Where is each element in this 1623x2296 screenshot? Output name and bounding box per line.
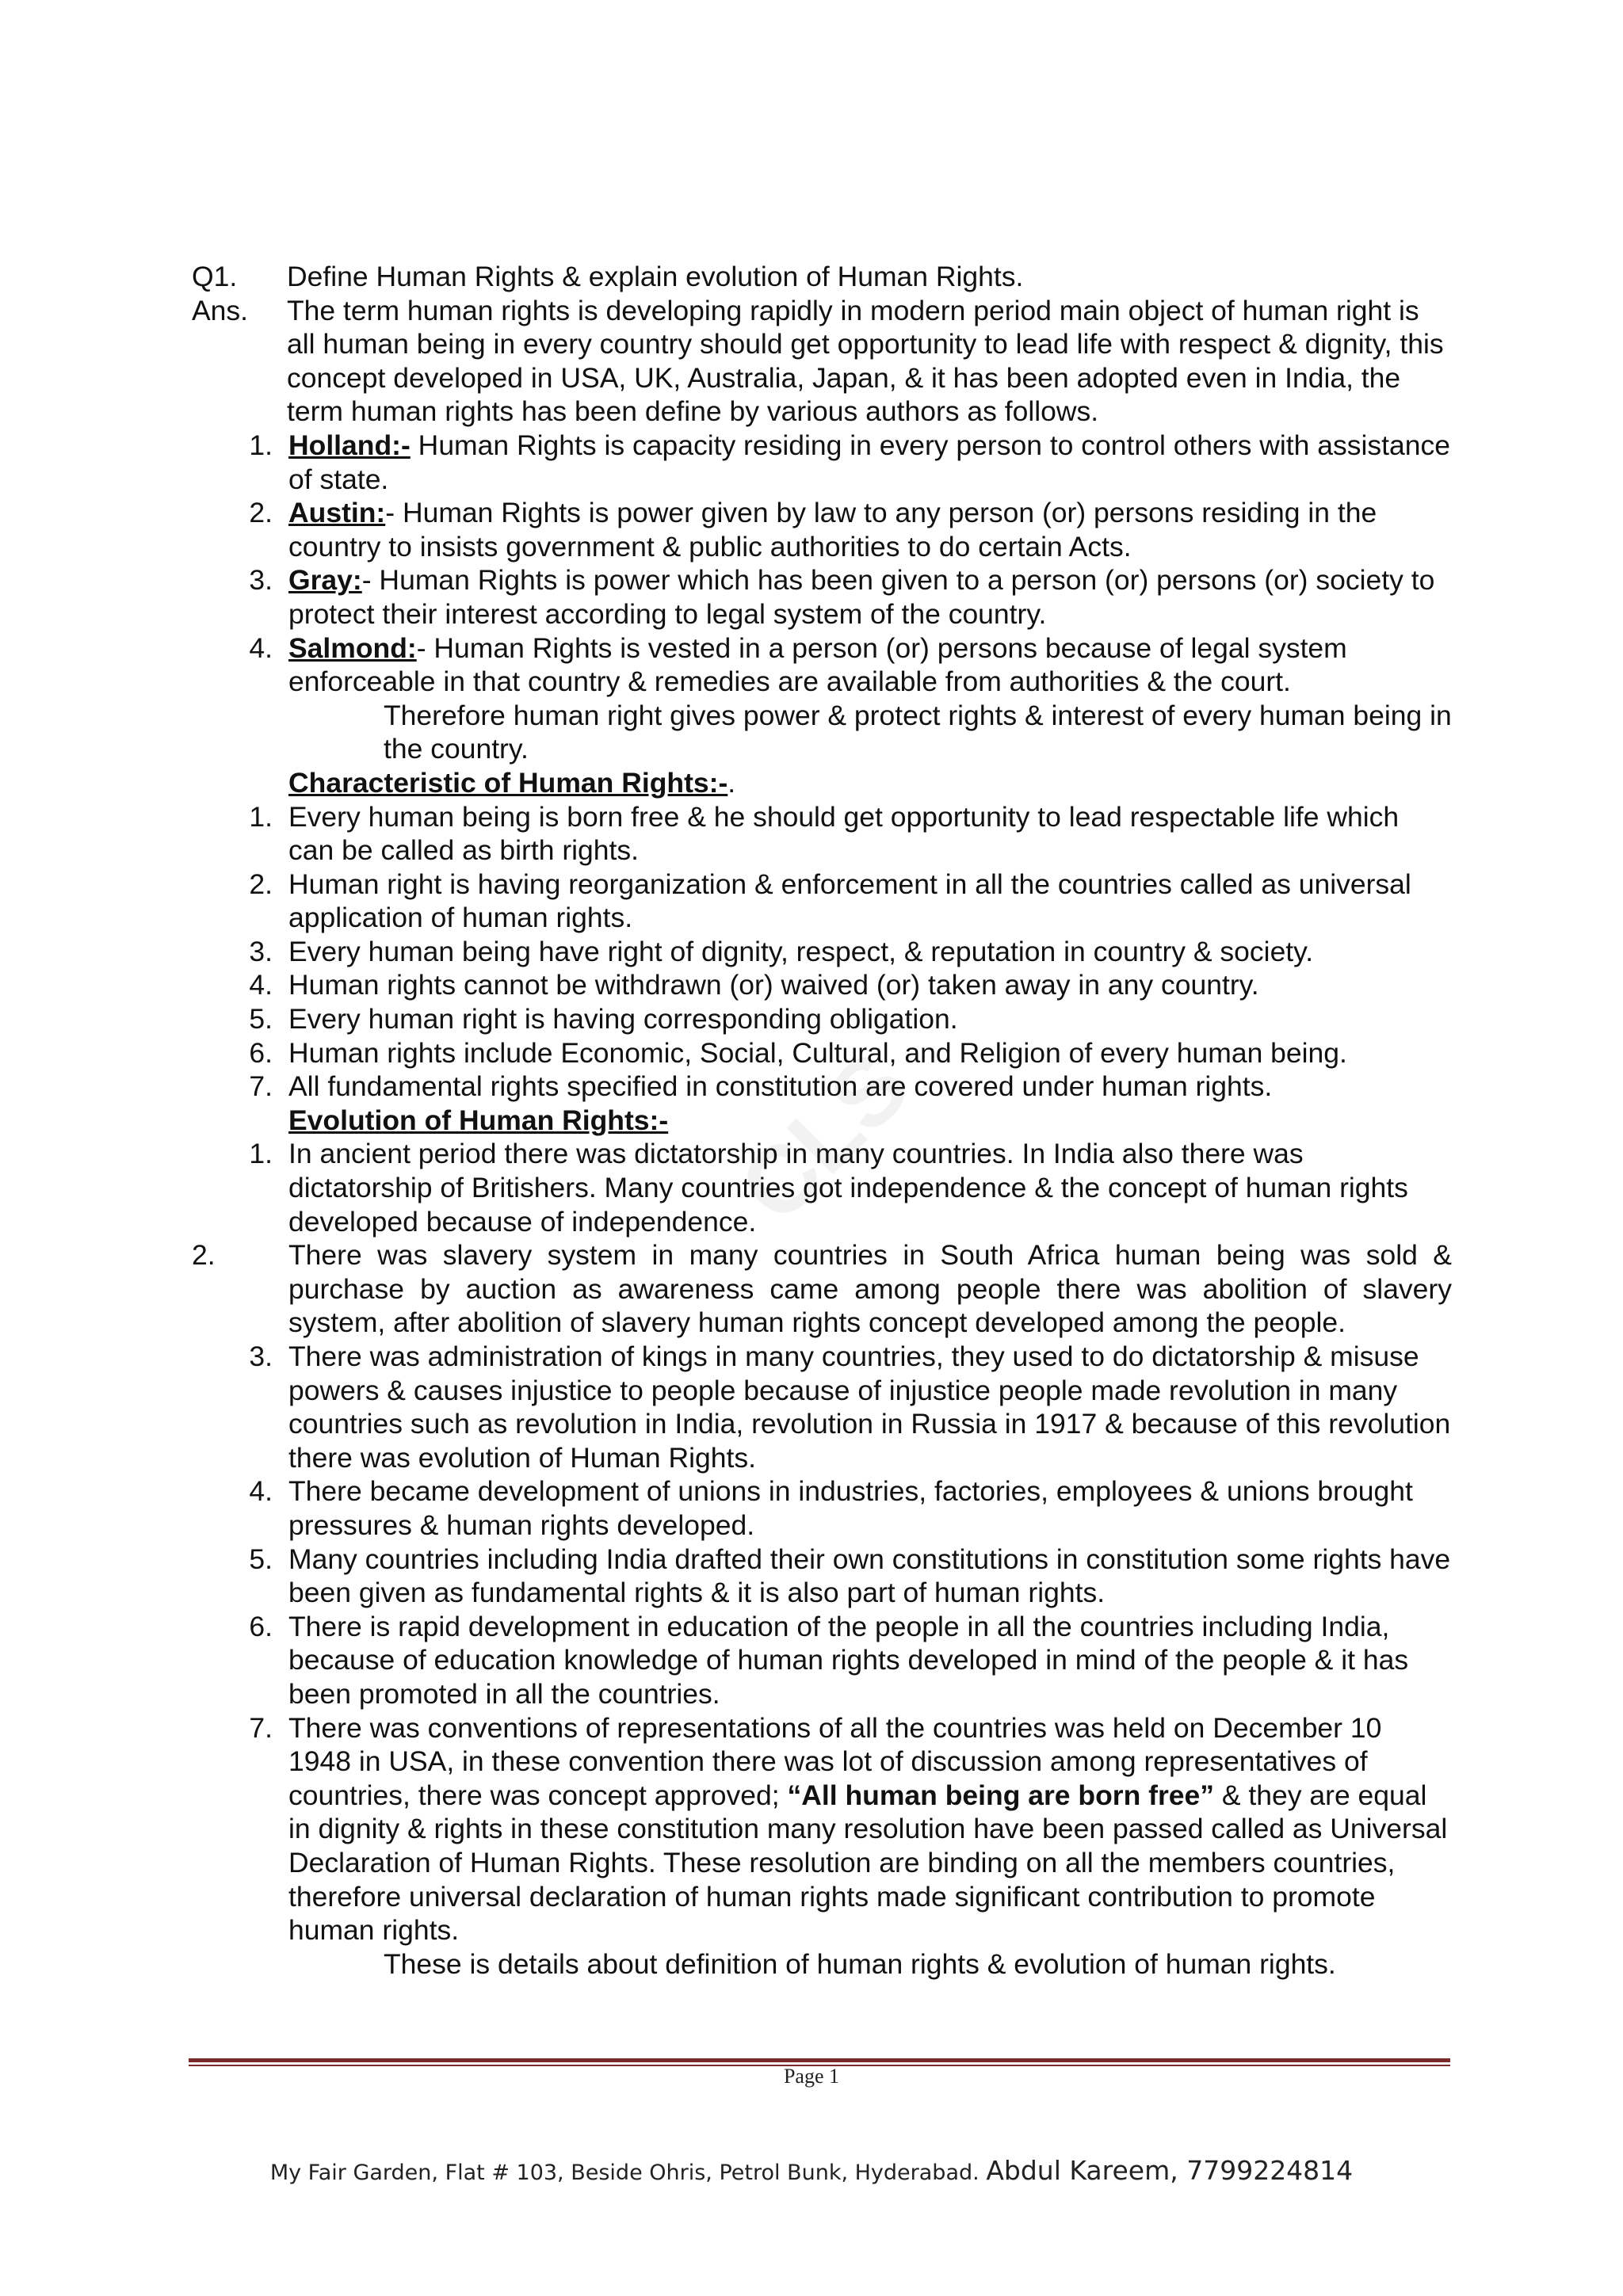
item-number: 2.: [192, 1239, 216, 1272]
evolution-heading-text: Evolution of Human Rights:-: [288, 1104, 669, 1136]
evolution-heading: [192, 1104, 1452, 1138]
characteristic-item: [192, 800, 1452, 868]
evolution-text: There was slavery system in many countries in South Africa human being was sold & purchase by auction as awareness came among people there was abolition of slavery system, after abolition of slavery human rights concept developed among the people.: [288, 1239, 1452, 1339]
question: [192, 260, 1452, 294]
item-number: 5.: [249, 1543, 273, 1575]
item-number: 4.: [249, 1475, 273, 1508]
evolution-item: [192, 1137, 1452, 1238]
evolution-text: In ancient period there was dictatorship in many countries. In India also there was dictatorship of Britishers. Many countries got independence & the concept of human rights developed because of independence.: [288, 1138, 1408, 1238]
characteristic-item: [192, 1036, 1452, 1070]
answer-label: Ans.: [192, 294, 249, 326]
definitions-conclusion: Therefore human right gives power & protect rights & interest of every human being in the country.: [384, 699, 1452, 765]
footer-contact: Abdul Kareem, 7799224814: [986, 2155, 1354, 2186]
evolution-item: [192, 1340, 1452, 1474]
item-number: 1.: [249, 429, 273, 461]
definition-text: - Human Rights is vested in a person (or) persons because of legal system enforceable in that country & remedies are available from authorities & the court.: [288, 631, 1347, 698]
item-number: 2.: [249, 868, 273, 900]
characteristic-text: Every human being have right of dignity, respect, & reputation in country & society.: [288, 935, 1314, 967]
definition-item: [192, 631, 1452, 699]
item-number: 6.: [249, 1610, 273, 1642]
evolution-item: [192, 1711, 1452, 1947]
definition-term: Holland:-: [288, 429, 411, 461]
page-content: [192, 260, 1452, 1981]
characteristics-heading: [192, 766, 1452, 800]
evolution-conclusion: These is details about definition of human rights & evolution of human rights.: [384, 1947, 1336, 1980]
item-number: 3.: [249, 564, 273, 597]
characteristic-item: [192, 935, 1452, 969]
definition-text: - Human Rights is power given by law to any person (or) persons residing in the country to insists government & public authorities to do certain Acts.: [288, 497, 1377, 563]
watermark-logo: CLS: [719, 1032, 930, 1242]
definition-text: - Human Rights is power which has been given to a person (or) persons (or) society to protect their interest according to legal system of the country.: [288, 564, 1435, 630]
page-footer: [0, 2155, 1623, 2189]
characteristic-text: Human rights cannot be withdrawn (or) waived (or) taken away in any country.: [288, 969, 1259, 1001]
evolution-item: [192, 1238, 1452, 1340]
item-number: 1.: [249, 800, 273, 833]
evolution-text: There became development of unions in industries, factories, employees & unions brought pressures & human rights developed.: [288, 1475, 1413, 1541]
evolution-item: [192, 1610, 1452, 1711]
definition-item: [192, 496, 1452, 563]
answer: [192, 294, 1452, 429]
characteristics-heading-text: Characteristic of Human Rights:-: [288, 766, 728, 799]
item-number: 3.: [249, 1341, 273, 1372]
characteristic-text: Every human right is having corresponding obligation.: [288, 1003, 958, 1035]
footer-rule: [189, 2058, 1450, 2062]
item-number: 2.: [249, 497, 273, 529]
definition-text: Human Rights is capacity residing in every person to control others with assistance of state.: [288, 429, 1450, 495]
evolution-text: There is rapid development in education of the people in all the countries including India, because of education knowledge of human rights developed in mind of the people & it has been promoted in all the countries.: [288, 1610, 1409, 1710]
evolution-text: There was conventions of representations of all the countries was held on December 10 1948 in USA, in these convention there was lot of discussion among representatives of countries, there was concept approved;: [288, 1711, 1382, 1811]
definition-term: Gray:: [288, 564, 362, 597]
footer-address: My Fair Garden, Flat # 103, Beside Ohris, Petrol Bunk, Hyderabad.: [269, 2161, 980, 2185]
characteristic-item: [192, 1002, 1452, 1036]
definition-item: [192, 563, 1452, 631]
characteristic-item: [192, 1070, 1452, 1104]
evolution-item: [192, 1543, 1452, 1610]
item-number: 7.: [249, 1070, 273, 1103]
question-text: Define Human Rights & explain evolution of Human Rights.: [287, 261, 1024, 292]
evolution-item: [192, 1474, 1452, 1542]
characteristic-item: [192, 868, 1452, 935]
item-number: 4.: [249, 631, 273, 664]
definition-term: Austin:: [288, 497, 386, 529]
definition-item: [192, 429, 1452, 496]
evolution-text: & they are equal in dignity & rights in these constitution many resolution have been passed called as Universal Declaration of Human Rights. These resolution are binding on all the members countries, therefore universal declaration of human rights made significant contribution to promote human rights.: [288, 1779, 1448, 1947]
item-number: 5.: [249, 1003, 273, 1035]
heading-suffix: .: [727, 766, 736, 799]
item-number: 6.: [249, 1036, 273, 1069]
characteristic-item: [192, 968, 1452, 1002]
item-number: 3.: [249, 935, 273, 967]
definition-term: Salmond:: [288, 631, 417, 664]
quoted-concept: “All human being are born free”: [787, 1779, 1215, 1811]
page-number: Page 1: [783, 2065, 840, 2088]
question-label: Q1.: [192, 261, 238, 292]
answer-text: The term human rights is developing rapidly in modern period main object of human right is all human being in every country should get opportunity to lead life with respect & dignity, this concept developed in USA, UK, Australia, Japan, & it has been adopted even in India, the term human rights has been define by various authors as follows.: [287, 294, 1444, 428]
characteristic-text: All fundamental rights specified in constitution are covered under human rights.: [288, 1070, 1273, 1103]
item-number: 4.: [249, 969, 273, 1001]
item-number: 1.: [249, 1138, 273, 1170]
item-number: 7.: [249, 1711, 273, 1744]
characteristic-text: Human right is having reorganization & enforcement in all the countries called as universal application of human rights.: [288, 868, 1411, 934]
evolution-text: Many countries including India drafted their own constitutions in constitution some rights have been given as fundamental rights & it is also part of human rights.: [288, 1543, 1451, 1609]
characteristic-text: Every human being is born free & he should get opportunity to lead respectable life which can be called as birth rights.: [288, 800, 1400, 867]
evolution-text: There was administration of kings in many countries, they used to do dictatorship & misuse powers & causes injustice to people because of injustice people made revolution in many countries such as revolution in India, revolution in Russia in 1917 & because of this revolution there was evolution of Human Rights.: [288, 1341, 1451, 1474]
characteristic-text: Human rights include Economic, Social, Cultural, and Religion of every human being.: [288, 1036, 1347, 1069]
